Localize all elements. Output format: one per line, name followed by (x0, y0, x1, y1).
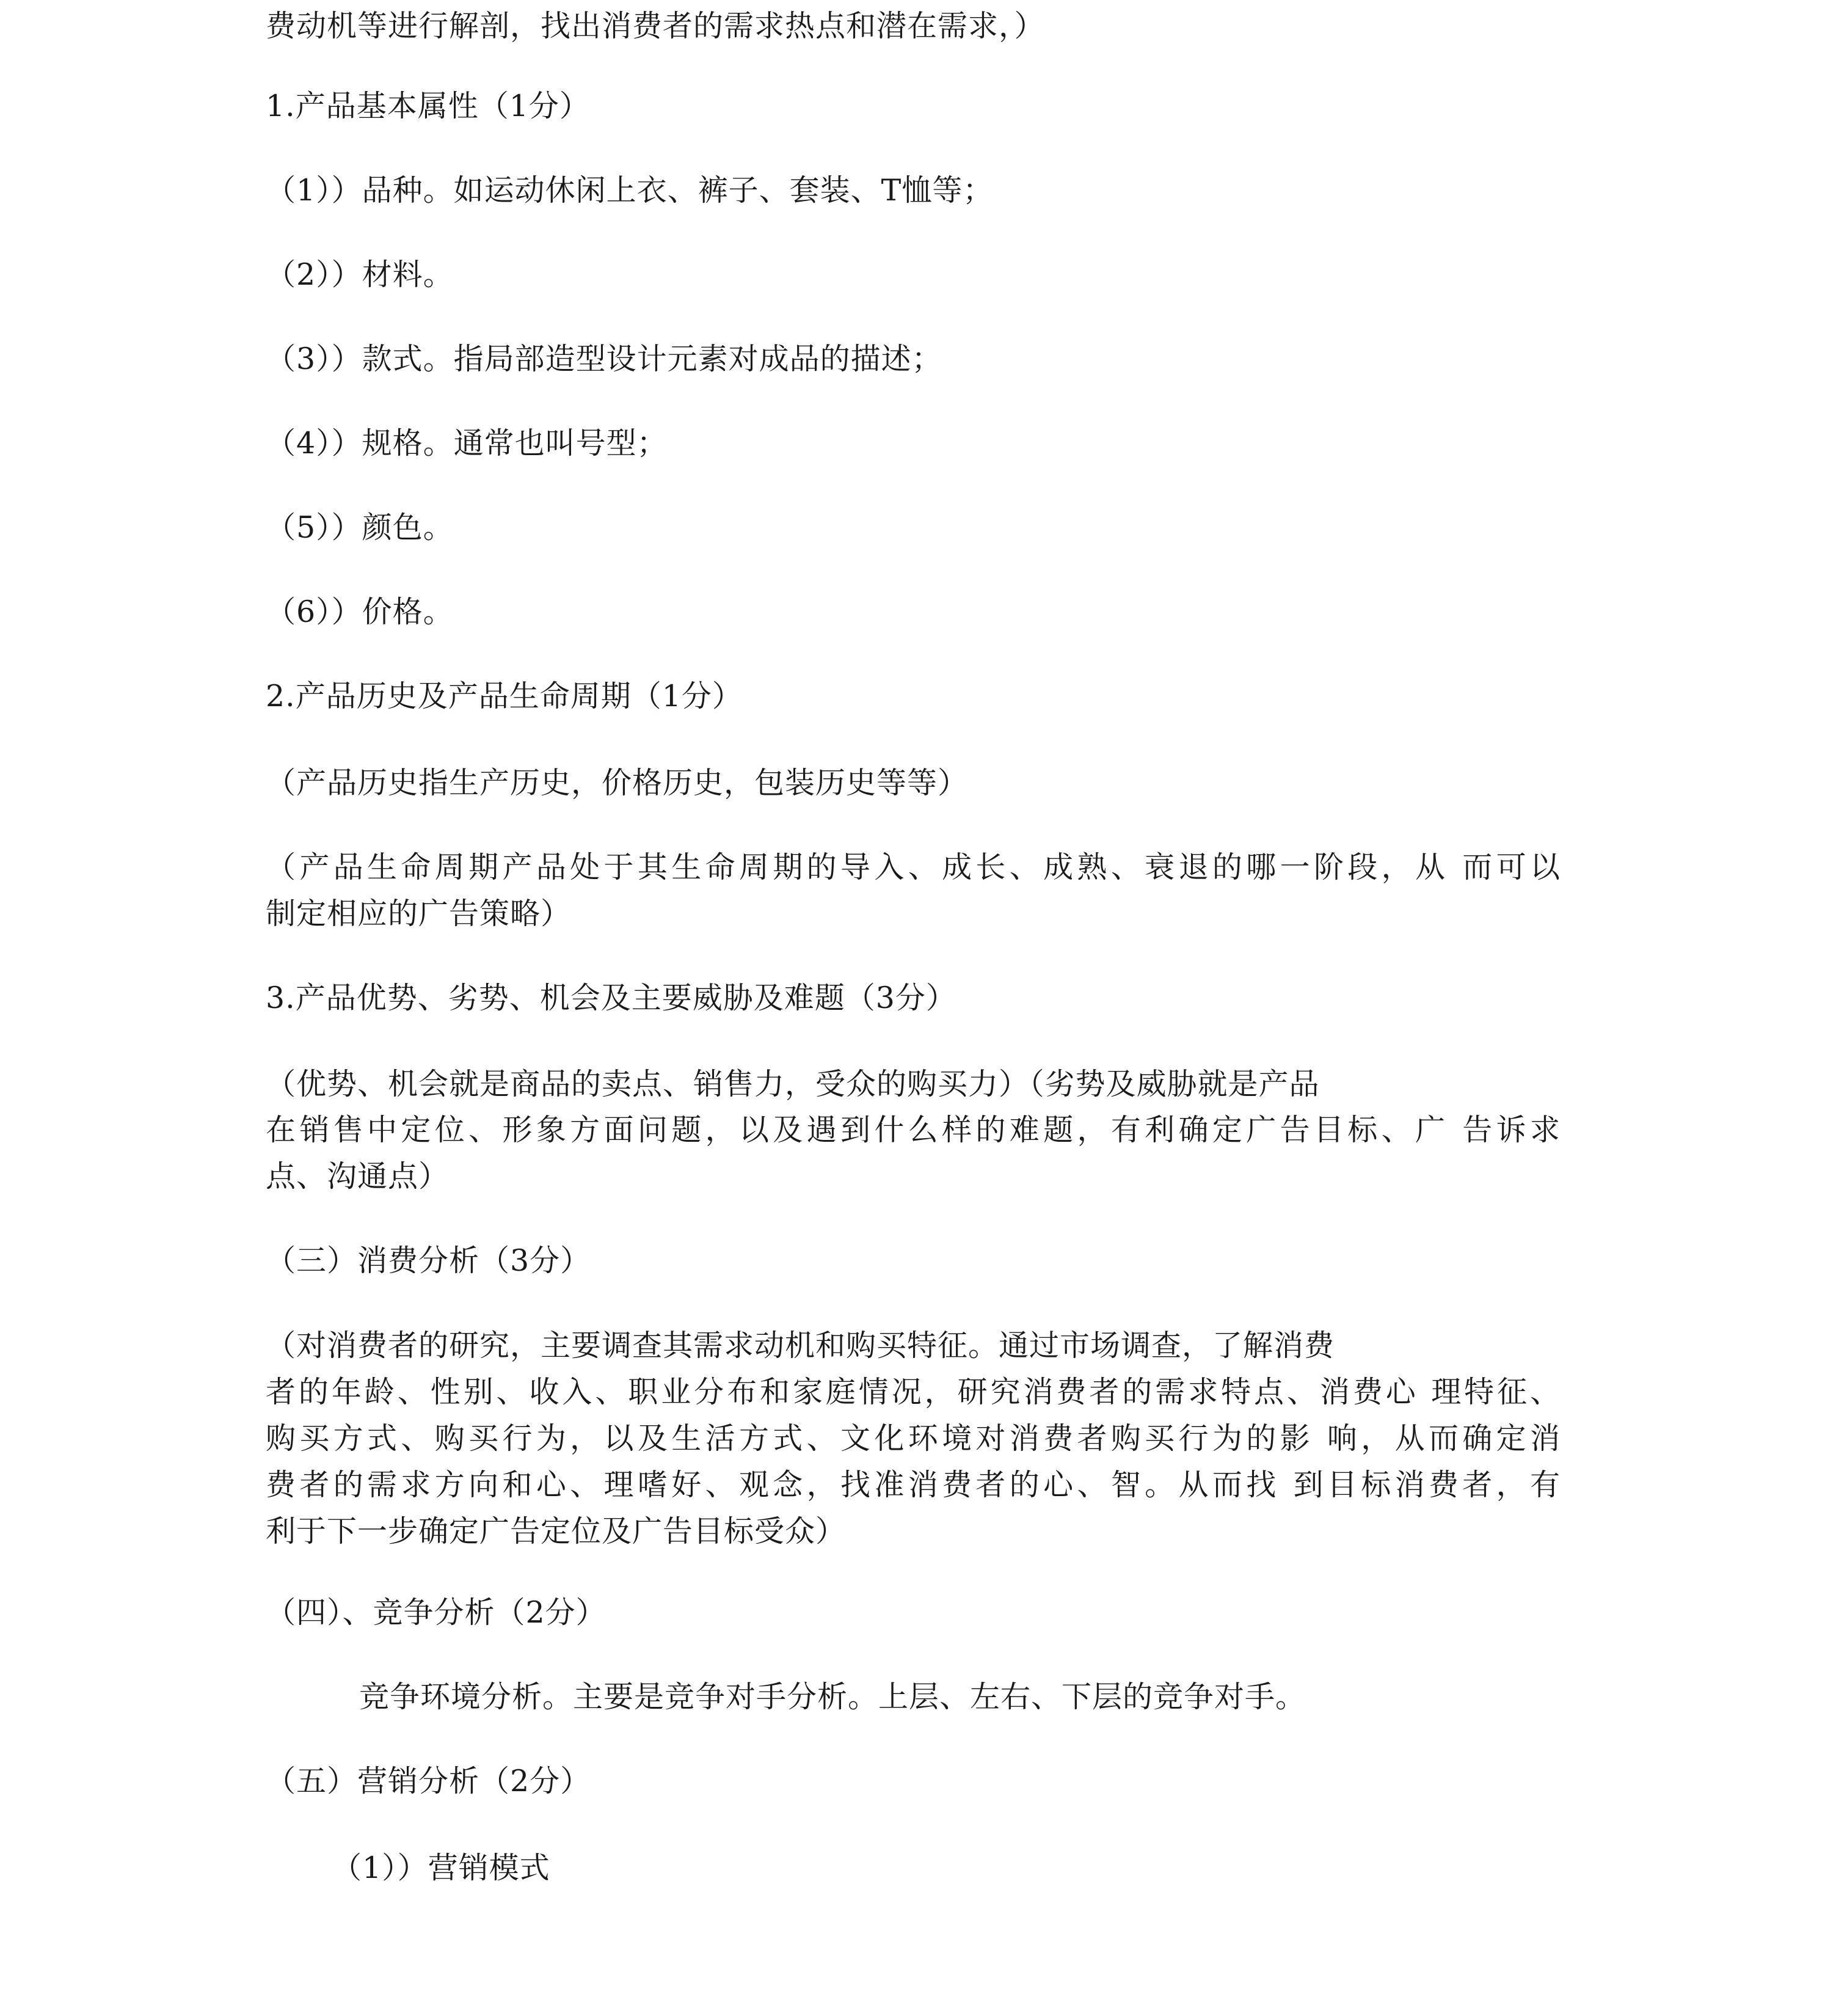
list-item-variety: （1））品种。如运动休闲上衣、裤子、套装、T恤等； (266, 173, 994, 208)
paragraph-lifecycle-line-2: 制定相应的广告策略） (266, 896, 572, 931)
section-heading-product-attributes: 1.产品基本属性（1分） (266, 89, 590, 123)
paragraph-swot-line-2: 在销售中定位、形象方面问题，以及遇到什么样的难题，有利确定广告目标、广 告诉求 (266, 1112, 1561, 1147)
paragraph-swot-line-1: （优势、机会就是商品的卖点、销售力，受众的购买力）（劣势及威胁就是产品 (266, 1067, 1320, 1101)
list-item-price: （6））价格。 (266, 594, 454, 629)
paragraph-swot-line-3: 点、沟通点） (266, 1159, 450, 1194)
paragraph-consumer-line-2: 者的年龄、性别、收入、职业分布和家庭情况，研究消费者的需求特点、消费心 理特征、 (266, 1375, 1561, 1409)
section-heading-marketing-analysis: （五）营销分析（2分） (266, 1764, 591, 1799)
section-heading-swot: 3.产品优势、劣势、机会及主要威胁及难题（3分） (266, 981, 956, 1015)
list-item-size: （4））规格。通常也叫号型； (266, 426, 668, 461)
section-heading-consumer-analysis: （三）消费分析（3分） (266, 1243, 591, 1278)
paragraph-product-history: （产品历史指生产历史，价格历史，包装历史等等） (266, 765, 969, 800)
list-item-material: （2））材料。 (266, 257, 454, 292)
text-line-1: 费动机等进行解剖，找出消费者的需求热点和潜在需求，） (266, 9, 1045, 43)
paragraph-consumer-line-5: 利于下一步确定广告定位及广告目标受众） (266, 1514, 847, 1549)
paragraph-consumer-line-4: 费者的需求方向和心、理嗜好、观念，找准消费者的心、智。从而找 到目标消费者，有 (266, 1467, 1561, 1502)
paragraph-lifecycle-line-1: （产品生命周期产品处于其生命周期的导入、成长、成熟、衰退的哪一阶段，从 而可以 (266, 850, 1561, 885)
list-item-color: （5））颜色。 (266, 510, 454, 545)
list-item-marketing-model: （1））营销模式 (332, 1850, 550, 1885)
paragraph-consumer-line-1: （对消费者的研究，主要调查其需求动机和购买特征。通过市场调查，了解消费 (266, 1328, 1335, 1363)
section-heading-product-history: 2.产品历史及产品生命周期（1分） (266, 679, 743, 714)
list-item-style: （3））款式。指局部造型设计元素对成品的描述； (266, 341, 942, 376)
section-heading-competition-analysis: （四）、竞争分析（2分） (266, 1595, 607, 1630)
paragraph-consumer-line-3: 购买方式、购买行为，以及生活方式、文化环境对消费者购买行为的影 响，从而确定消 (266, 1421, 1561, 1456)
paragraph-competition: 竞争环境分析。主要是竞争对手分析。上层、左右、下层的竞争对手。 (359, 1679, 1306, 1714)
